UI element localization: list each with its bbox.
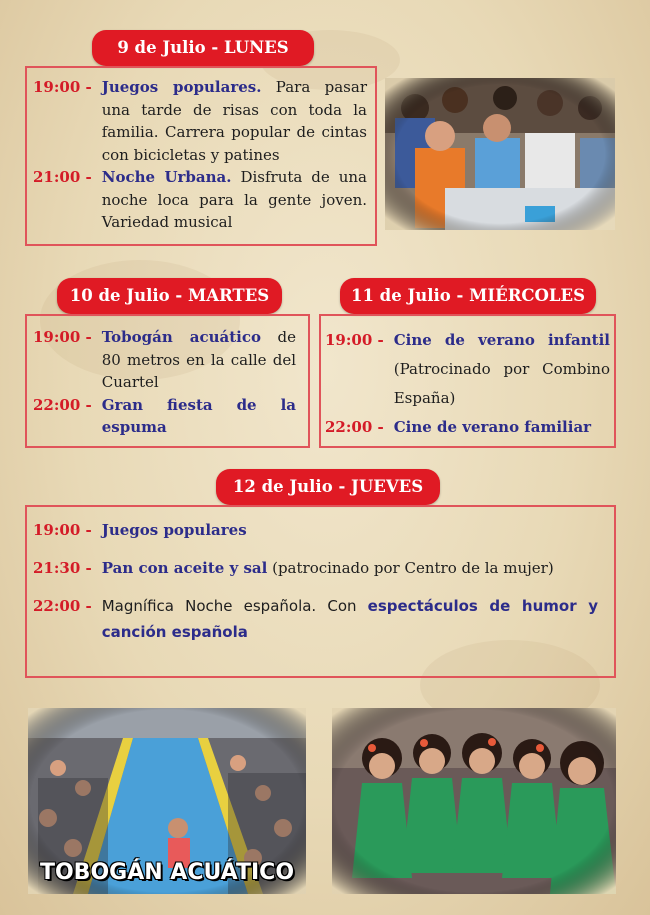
event-text <box>92 517 598 543</box>
photo-children-games <box>385 78 615 230</box>
photo-water-slide <box>28 708 306 894</box>
event-title: espectáculos de humor y canción española <box>101 597 599 641</box>
photo-dancers <box>332 708 616 894</box>
event-desc: de 80 metros en la calle del Cuartel <box>101 328 296 391</box>
event-desc: Disfruta de una noche loca para la gente joven. Variedad musical <box>101 168 367 231</box>
event-entry <box>33 76 367 166</box>
event-text <box>92 76 367 166</box>
event-desc: (Patrocinado por Combino España) <box>393 360 610 407</box>
day-box-thursday <box>25 505 616 678</box>
event-entry <box>33 517 598 543</box>
event-time: 19:00 - <box>33 328 92 346</box>
day-header-monday: 9 de Julio - LUNES <box>92 30 314 66</box>
event-entry <box>33 326 296 394</box>
event-time: 21:30 - <box>33 559 92 577</box>
event-title: Tobogán acuático <box>101 328 261 346</box>
event-text <box>384 326 610 413</box>
event-text <box>384 413 610 442</box>
event-title: Gran fiesta de la espuma <box>101 395 296 436</box>
event-title: Pan con aceite y sal <box>101 559 268 577</box>
event-desc: Para pasar una tarde de risas con toda la familia. Carrera popular de cintas con bicicletas y patines <box>101 78 367 164</box>
event-text <box>92 166 367 234</box>
event-title: Cine de verano familiar <box>393 418 592 436</box>
event-time: 19:00 - <box>33 78 92 96</box>
day-header-wednesday: 11 de Julio - MIÉRCOLES <box>340 278 596 314</box>
event-desc: (patrocinado por Centro de la mujer) <box>267 559 554 577</box>
event-entry <box>325 326 610 413</box>
event-entry <box>33 166 367 234</box>
event-text <box>92 326 296 394</box>
event-entry <box>33 555 598 581</box>
event-entry <box>33 394 296 439</box>
event-time: 22:00 - <box>325 418 384 436</box>
event-time: 22:00 - <box>33 597 92 615</box>
event-text <box>92 555 598 581</box>
event-entry <box>325 413 610 442</box>
day-box-wednesday <box>319 314 616 448</box>
photo-caption: TOBOGÁN ACUÁTICO <box>39 860 295 885</box>
day-header-tuesday: 10 de Julio - MARTES <box>57 278 282 314</box>
day-box-monday <box>25 66 377 246</box>
event-title: Noche Urbana. <box>101 168 232 186</box>
event-text <box>92 394 296 439</box>
event-title: Juegos populares. <box>101 78 262 96</box>
event-time: 21:00 - <box>33 168 92 186</box>
day-header-thursday: 12 de Julio - JUEVES <box>216 469 440 505</box>
event-time: 19:00 - <box>325 331 384 349</box>
day-box-tuesday <box>25 314 310 448</box>
event-time: 22:00 - <box>33 395 92 414</box>
event-title: Cine de verano infantil <box>393 331 610 349</box>
event-entry <box>33 593 598 645</box>
event-text <box>92 593 598 645</box>
event-title: Juegos populares <box>101 521 247 539</box>
event-time: 19:00 - <box>33 521 92 539</box>
event-desc: Magnífica Noche española. Con <box>101 597 368 615</box>
